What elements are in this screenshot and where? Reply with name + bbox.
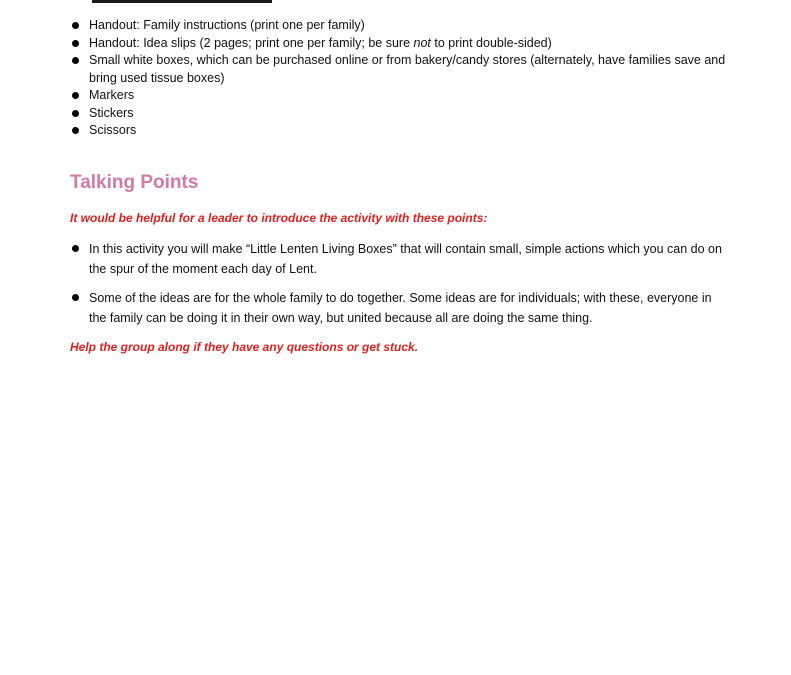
list-item [70, 288, 730, 328]
list-item [70, 122, 730, 140]
bullet-icon [72, 57, 79, 64]
list-item-text-post: to print double-sided) [430, 35, 552, 50]
list-item [70, 87, 730, 105]
list-item-text: Handout: Family instructions (print one per family) [89, 18, 365, 32]
list-item-text: Some of the ideas are for the whole family to do together. Some ideas are for individuals; with these, everyone in the family can be doing it in their own way, but united because all are doing the same thing. [89, 291, 712, 325]
bullet-icon [72, 40, 79, 47]
clipped-section-heading [92, 0, 272, 3]
bullet-icon [72, 245, 79, 252]
list-item-text: Stickers [89, 105, 134, 120]
list-item [70, 35, 730, 53]
list-item-text: Small white boxes, which can be purchased online or from bakery/candy stores (alternately, have families save and bring used tissue boxes) [89, 53, 726, 85]
list-item-text: In this activity you will make “Little Lenten Living Boxes” that will contain small, simple actions which you can do on the spur of the moment each day of Lent. [89, 242, 722, 276]
bullet-icon [72, 22, 79, 29]
list-item-text-emphasis: not [413, 35, 431, 50]
bullet-icon [72, 294, 79, 301]
section-heading-talking-points: Talking Points [70, 172, 199, 193]
bullet-icon [72, 127, 79, 134]
materials-list [70, 17, 730, 140]
list-item-text-pre: Handout: Idea slips (2 pages; print one per family; be sure [89, 35, 414, 50]
bullet-icon [72, 110, 79, 117]
talking-points-list [70, 239, 730, 337]
leader-instruction: It would be helpful for a leader to introduce the activity with these points: [70, 211, 488, 225]
list-item [70, 17, 730, 35]
list-item [70, 239, 730, 279]
list-item [70, 105, 730, 123]
bullet-icon [72, 92, 79, 99]
list-item-text: Markers [89, 88, 135, 102]
list-item [70, 52, 730, 87]
closing-instruction: Help the group along if they have any questions or get stuck. [70, 340, 419, 354]
list-item-text: Scissors [89, 123, 137, 137]
